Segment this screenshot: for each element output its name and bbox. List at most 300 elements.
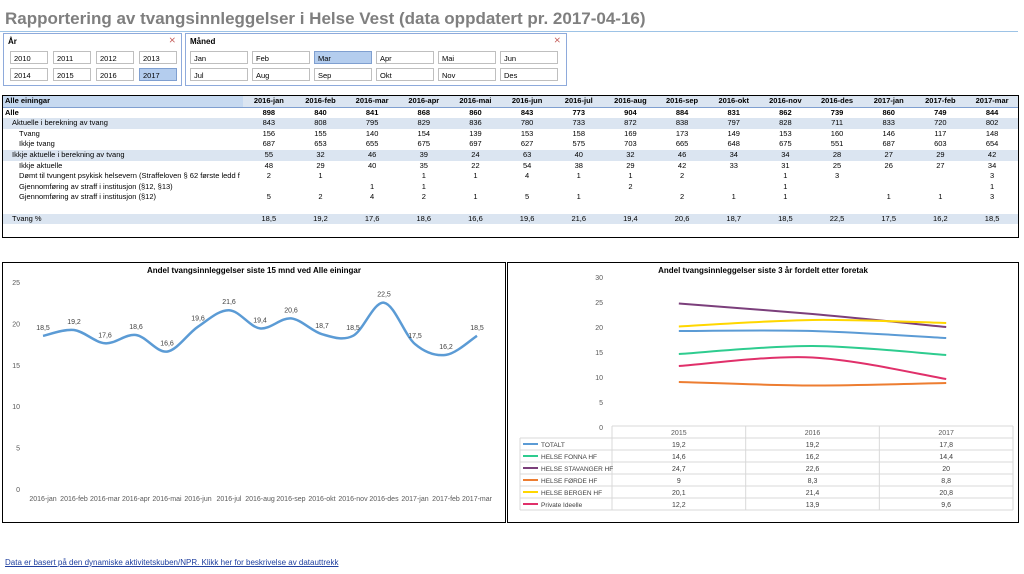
year-option-2015[interactable]: 2015 [53,68,91,81]
row-label: Ikkje aktuelle i berekning av tvang [3,150,243,161]
row-label: Ikkje tvang [19,139,55,149]
table-cell: 1 [628,171,633,181]
year-slicer-label: År [8,37,17,46]
table-cell: 19,6 [501,214,553,225]
data-label: 21,4 [805,490,820,497]
table-row [3,129,1018,140]
y-tick-label: 20 [595,325,603,332]
y-tick-label: 15 [595,350,603,357]
table-row [3,161,1018,172]
table-cell [811,192,863,203]
data-label: 14,4 [939,454,953,461]
table-cell: 749 [934,107,947,117]
table-cell: 711 [811,118,863,129]
page-title: Rapportering av tvangsinnleggelser i Helse Vest (data oppdatert pr. 2017-04-16) [5,9,646,28]
table-cell [708,182,760,193]
x-tick-label: 2015 [671,430,687,437]
table-cell: 831 [727,107,740,117]
x-tick-label: 2017-feb [432,496,460,503]
table-cell: 4 [370,192,375,202]
table-cell: 31 [781,160,790,170]
x-tick-label: 2016-aug [245,496,275,503]
series-line [43,303,477,356]
table-cell: 551 [830,139,844,149]
table-row [3,192,1018,203]
table-cell: 48 [264,160,273,170]
row-label [3,203,243,214]
table-cell: 3 [990,192,995,202]
data-label: 18,5 [470,324,484,332]
table-cell: 40 [367,160,377,170]
clear-filter-icon[interactable]: ⨯ [553,35,561,45]
table-cell [915,171,967,182]
table-cell: 16,6 [450,214,502,225]
column-header: 2016-mai [450,96,502,107]
y-tick-label: 25 [595,300,603,307]
table-cell: 3 [990,171,995,181]
month-option-feb[interactable]: Feb [252,51,310,64]
table-cell: 1 [421,171,426,181]
year-option-2017[interactable]: 2017 [139,68,177,81]
year-option-2010[interactable]: 2010 [10,51,48,64]
table-cell: 55 [243,150,295,161]
table-cell: 655 [365,139,379,149]
table-cell: 795 [346,118,398,129]
table-cell [501,182,553,193]
data-label: 24,7 [672,466,686,473]
clear-filter-icon[interactable]: ⨯ [168,35,176,45]
data-label: 9 [676,478,681,485]
table-cell [863,203,915,214]
footer-link[interactable]: Data er basert på den dynamiske aktivitetskuben/NPR. Klikk her for beskrivelse av datauttrekk [5,558,339,567]
chart-panel-15-months [2,262,506,523]
table-cell: 703 [624,139,637,149]
legend-label: TOTALT [541,442,565,449]
table-cell: 1 [473,171,478,181]
month-option-sep[interactable]: Sep [314,68,372,81]
month-option-mai[interactable]: Mai [438,51,496,64]
table-cell: 35 [419,160,428,170]
column-header: 2016-apr [398,96,450,107]
data-label: 20,8 [939,490,953,497]
table-cell: 1 [886,192,891,202]
y-tick-label: 20 [12,321,20,329]
chart-title: Andel tvangsinnleggelser siste 3 år fordelt etter foretak [658,266,868,275]
table-cell [295,203,347,214]
series-line [679,330,946,338]
year-option-2016[interactable]: 2016 [96,68,134,81]
table-cell: 158 [572,128,586,138]
table-cell: 39 [398,150,450,161]
column-header: 2016-jun [501,96,553,107]
table-cell: 904 [624,107,637,117]
data-label: 22,6 [805,466,820,473]
table-cell: 1 [731,192,736,202]
x-tick-label: 2016-sep [276,496,306,503]
table-cell: 898 [262,107,276,117]
month-option-jun[interactable]: Jun [500,51,558,64]
table-cell [915,182,967,193]
legend-label: HELSE BERGEN HF [541,490,603,497]
table-cell [450,203,502,214]
year-option-2014[interactable]: 2014 [10,68,48,81]
data-label: 13,9 [805,502,820,509]
x-tick-label: 2016-jul [216,496,242,503]
table-cell: 844 [985,107,999,117]
table-cell: 140 [365,128,379,138]
data-label: 8,3 [807,478,818,485]
table-cell: 34 [760,150,812,161]
data-label: 18,7 [315,323,329,331]
table-cell: 32 [605,150,657,161]
row-label: Dømt til tvungent psykisk helsevern (Straffeloven § 62 første ledd f [19,171,240,181]
column-header: 2016-aug [605,96,657,107]
table-cell [553,182,605,193]
month-option-jan[interactable]: Jan [190,51,248,64]
x-tick-label: 2016-feb [60,496,88,503]
table-cell: 773 [572,107,586,117]
x-tick-label: 2017-jan [401,496,429,503]
table-cell: 1 [576,171,581,181]
data-label: 9,6 [941,502,952,509]
table-cell: 1 [783,171,788,181]
month-option-mar[interactable]: Mar [314,51,372,64]
table-cell [863,171,915,182]
table-cell: 3 [834,171,840,181]
legend-label: HELSE FONNA HF [541,454,597,461]
series-line [679,382,946,386]
table-cell: 160 [830,128,844,138]
column-header: 2016-okt [708,96,760,107]
table-cell: 841 [365,107,379,117]
table-cell: 808 [295,118,347,129]
year-slicer [3,33,182,86]
data-label: 18,6 [129,323,143,331]
table-cell: 627 [520,139,534,149]
table-cell: 169 [624,128,637,138]
data-label: 17,6 [98,332,112,340]
table-header-label: Alle einingar [3,96,243,107]
table-cell [346,203,398,214]
table-cell [605,192,657,203]
table-cell: 653 [314,139,327,149]
month-option-des[interactable]: Des [500,68,558,81]
table-cell [243,182,295,193]
x-tick-label: 2017-mar [462,496,492,503]
table-cell: 1 [318,171,323,181]
data-label: 19,2 [672,442,686,449]
table-cell: 155 [314,128,327,138]
y-tick-label: 0 [599,425,603,432]
table-cell: 1 [783,192,788,202]
table-cell: 833 [863,118,915,129]
y-tick-label: 30 [595,275,603,282]
table-cell: 648 [727,139,740,149]
data-label: 8,8 [941,478,952,485]
table-cell: 1 [576,192,581,202]
table-row [3,118,1018,129]
table-cell: 148 [985,128,999,138]
table-cell: 29 [316,160,325,170]
table-cell: 838 [656,118,708,129]
legend-label: Private Ideelle [541,502,583,509]
table-cell: 173 [675,128,689,138]
month-option-jul[interactable]: Jul [190,68,248,81]
chart-panel-3-years [507,262,1019,523]
table-cell: 22 [471,160,480,170]
year-option-2012[interactable]: 2012 [96,51,134,64]
table-cell: 156 [262,128,276,138]
table-cell: 18,6 [398,214,450,225]
table-cell: 154 [417,128,431,138]
table-cell: 739 [830,107,844,117]
year-option-2011[interactable]: 2011 [53,51,91,64]
table-cell: 697 [469,139,482,149]
table-cell: 860 [469,107,482,117]
column-header: 2016-des [811,96,863,107]
table-cell [398,203,450,214]
table-cell: 54 [522,160,532,170]
row-label: Gjennomføring av straff i institusjon (§12, §13) [19,181,173,191]
table-cell: 26 [884,160,893,170]
data-label: 14,6 [672,454,686,461]
column-header: 2016-feb [295,96,347,107]
table-cell [450,182,502,193]
table-cell: 687 [262,139,276,149]
table-cell: 32 [295,150,347,161]
table-cell: 720 [915,118,967,129]
table-cell [243,203,295,214]
table-cell: 18,5 [760,214,812,225]
table-cell [295,182,347,193]
table-row [3,214,1018,225]
month-slicer-label: Måned [190,37,216,46]
table-header-row [3,96,1018,107]
table-cell: 862 [779,107,792,117]
table-cell: 828 [760,118,812,129]
data-label: 19,4 [253,317,267,325]
table-cell: 18,7 [708,214,760,225]
data-label: 19,2 [805,442,820,449]
data-label: 20,1 [672,490,686,497]
table-cell: 38 [574,160,583,170]
table-cell: 19,4 [605,214,657,225]
x-tick-label: 2016-des [369,496,399,503]
y-tick-label: 25 [12,280,20,287]
table-cell [708,171,760,182]
table-cell: 24 [450,150,502,161]
table-cell [605,203,657,214]
table-cell: 2 [318,192,323,202]
table-cell: 42 [677,160,687,170]
table-cell: 4 [525,171,530,181]
table-cell [501,203,553,214]
table-cell: 733 [553,118,605,129]
column-header: 2016-mar [346,96,398,107]
table-cell: 843 [520,107,534,117]
table-row [3,182,1018,193]
year-option-2013[interactable]: 2013 [139,51,177,64]
table-cell: 780 [501,118,553,129]
month-option-nov[interactable]: Nov [438,68,496,81]
table-cell: 1 [421,181,426,191]
x-tick-label: 2016-jun [184,496,212,503]
table-cell [346,171,398,182]
table-cell: 139 [469,128,482,138]
data-label: 19,2 [67,319,81,327]
table-cell [656,203,708,214]
table-cell: 1 [370,181,375,191]
table-cell: 117 [934,128,947,138]
table-cell [760,203,812,214]
table-cell: 34 [987,160,997,170]
month-slicer [185,33,567,86]
table-cell: 63 [501,150,553,161]
y-tick-label: 10 [12,404,20,412]
data-label: 20,6 [284,307,298,315]
table-cell: 868 [417,107,431,117]
data-label: 12,2 [672,502,686,509]
column-header: 2017-jan [863,96,915,107]
x-tick-label: 2017 [938,430,954,437]
table-cell: 840 [314,107,327,117]
row-label: Tvang % [3,214,243,225]
table-cell: 28 [811,150,863,161]
series-line [679,357,946,379]
x-tick-label: 2016 [804,430,821,437]
table-row [3,139,1018,150]
table-cell: 42 [966,150,1018,161]
x-tick-label: 2016-mai [152,496,182,503]
table-cell: 797 [708,118,760,129]
x-tick-label: 2016-nov [338,496,368,503]
table-cell: 17,6 [346,214,398,225]
table-cell: 884 [675,107,689,117]
column-header: 2016-sep [656,96,708,107]
data-label: 18,5 [36,324,50,332]
table-cell: 5 [266,192,271,202]
table-cell: 872 [605,118,657,129]
data-label: 19,6 [191,315,205,323]
table-cell: 22,5 [811,214,863,225]
table-cell: 18,5 [243,214,295,225]
table-cell: 25 [832,160,842,170]
table-cell: 802 [966,118,1018,129]
table-cell: 18,5 [966,214,1018,225]
data-label: 20 [942,466,951,473]
row-label: Ikkje aktuelle [19,160,63,170]
table-cell [863,182,915,193]
table-cell: 29 [915,150,967,161]
legend-label: HELSE STAVANGER HF [541,466,614,473]
table-cell [656,182,708,193]
table-cell: 1 [473,192,478,202]
data-label: 16,2 [805,454,820,461]
table-cell: 146 [882,128,895,138]
table-cell: 843 [243,118,295,129]
table-cell: 2 [679,171,685,181]
table-cell: 2 [628,181,633,191]
y-tick-label: 15 [12,362,20,370]
y-tick-label: 5 [599,400,603,407]
table-cell: 2 [266,171,271,181]
series-line [679,346,946,355]
table-cell: 20,6 [656,214,708,225]
table-cell: 46 [656,150,708,161]
table-cell: 675 [417,139,431,149]
line-chart-15-months [3,263,505,522]
table-cell: 17,5 [863,214,915,225]
x-tick-label: 2016-jan [29,496,57,503]
data-label: 18,5 [346,324,360,332]
x-tick-label: 2016-apr [121,496,151,503]
table-cell: 46 [346,150,398,161]
table-cell: 29 [626,160,635,170]
month-option-aug[interactable]: Aug [252,68,310,81]
table-row [3,107,1018,118]
table-cell [708,203,760,214]
table-cell: 153 [520,128,534,138]
month-option-okt[interactable]: Okt [376,68,434,81]
table-cell: 2 [679,192,685,202]
table-cell: 2 [421,192,426,202]
table-cell: 665 [675,139,689,149]
table-cell [553,203,605,214]
data-label: 16,6 [160,340,174,348]
table-cell: 1 [783,181,788,191]
table-cell [811,203,863,214]
row-label: Tvang [19,128,40,138]
table-cell [966,203,1018,214]
table-cell: 27 [936,160,945,170]
table-cell: 603 [934,139,947,149]
data-label: 22,5 [377,291,391,299]
table-cell: 33 [729,160,738,170]
table-cell: 1 [938,192,943,202]
data-table [2,95,1019,238]
table-cell: 40 [553,150,605,161]
table-cell: 654 [985,139,999,149]
table-cell: 21,6 [553,214,605,225]
title-divider [0,31,1018,32]
legend-label: HELSE FØRDE HF [541,478,598,485]
table-cell [811,182,863,193]
table-row [3,171,1018,182]
data-label: 16,2 [439,343,453,351]
row-label: Aktuelle i berekning av tvang [3,118,243,129]
table-cell: 153 [779,128,792,138]
table-cell: 149 [727,128,740,138]
table-cell: 829 [398,118,450,129]
row-label: Alle [5,107,19,117]
table-row [3,203,1018,214]
column-header: 2016-jul [553,96,605,107]
table-cell: 575 [572,139,586,149]
table-cell: 675 [779,139,792,149]
column-header: 2016-nov [760,96,812,107]
table-cell: 19,2 [295,214,347,225]
table-cell [915,203,967,214]
table-cell: 27 [863,150,915,161]
table-cell: 1 [990,181,995,191]
month-option-apr[interactable]: Apr [376,51,434,64]
y-tick-label: 0 [16,487,20,494]
column-header: 2017-feb [915,96,967,107]
y-tick-label: 5 [16,445,20,453]
x-tick-label: 2016-mar [90,496,120,503]
row-label: Gjennomføring av straff i institusjon (§12) [19,192,157,202]
table-cell: 860 [882,107,895,117]
